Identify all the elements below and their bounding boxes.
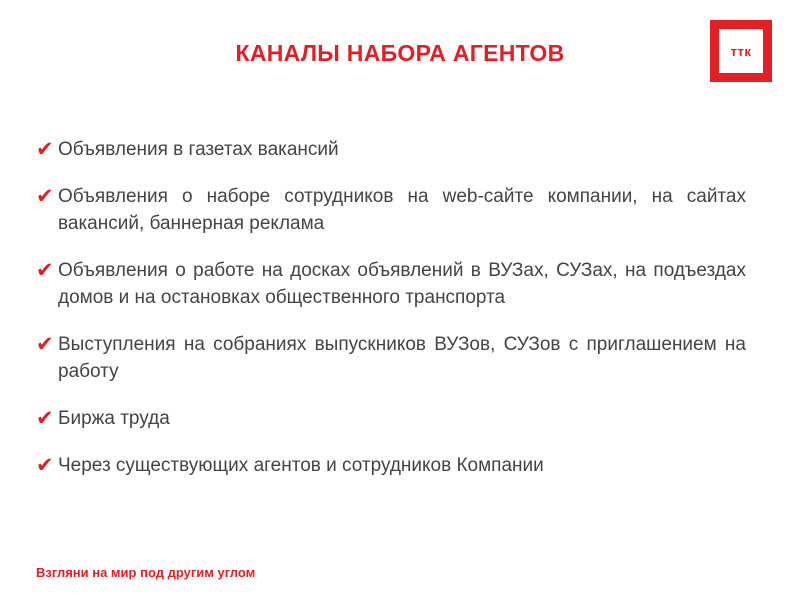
list-item-text: Объявления в газетах вакансий xyxy=(58,139,339,160)
check-mark-icon: ✔ xyxy=(36,333,54,356)
footer-tagline: Взгляни на мир под другим углом xyxy=(36,565,256,580)
check-mark-icon: ✔ xyxy=(36,454,54,477)
list-item xyxy=(36,405,746,432)
list-item-text: Объявления о наборе сотрудников на web-сайте компании, на сайтах вакансий, баннерная реклама xyxy=(58,186,746,234)
check-mark-icon: ✔ xyxy=(36,259,54,282)
check-mark-icon: ✔ xyxy=(36,138,54,161)
check-mark-icon: ✔ xyxy=(36,407,54,430)
list-item-text: Выступления на собраниях выпускников ВУЗов, СУЗов с приглашением на работу xyxy=(58,334,746,382)
list-item xyxy=(36,257,746,311)
channels-list xyxy=(36,136,746,499)
slide-title: КАНАЛЫ НАБОРА АГЕНТОВ xyxy=(235,40,565,66)
list-item xyxy=(36,183,746,237)
list-item xyxy=(36,452,746,479)
list-item-text: Биржа труда xyxy=(58,408,170,429)
list-item xyxy=(36,331,746,385)
list-item-text: Через существующих агентов и сотрудников Компании xyxy=(58,455,544,476)
list-item-text: Объявления о работе на досках объявлений в ВУЗах, СУЗах, на подъездах домов и на остановках общественного транспорта xyxy=(58,260,746,308)
logo-text: ттк xyxy=(730,43,752,59)
ttk-logo xyxy=(710,20,772,82)
list-item xyxy=(36,136,746,163)
check-mark-icon: ✔ xyxy=(36,185,54,208)
